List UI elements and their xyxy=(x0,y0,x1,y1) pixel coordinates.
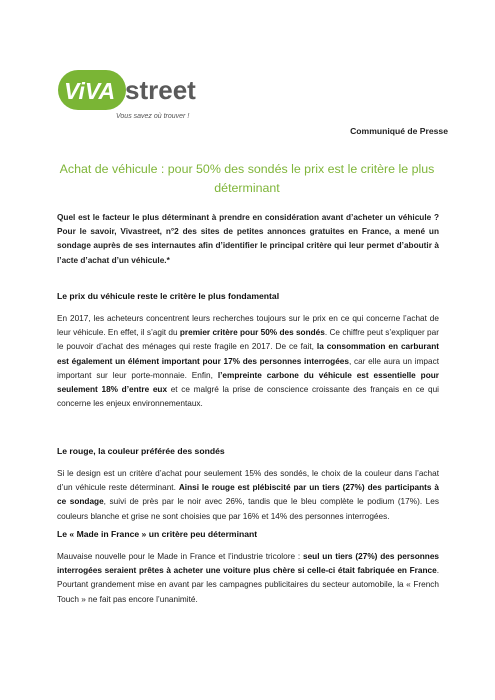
logo-brand-street: street xyxy=(125,75,196,105)
section-body-made-in-france xyxy=(57,550,439,607)
bold-text-run: premier critère pour 50% des sondés xyxy=(179,328,325,338)
text-run: Mauvaise nouvelle pour le Made in France et l’industrie tricolore : xyxy=(57,552,303,561)
bold-text-run: l’empreinte carbone du véhicule est essentielle pour seulement 18% d’entre eux xyxy=(57,370,439,395)
bold-text-run: seul un tiers (27%) des personnes interrogées seraient prêtes à acheter une voiture plus chère si celle-ci était fabriquée en France xyxy=(57,552,439,576)
text-run: Si le design est un critère d’achat pour seulement 15% des sondés, le choix de la couleur dans l’achat d’un véhicule reste déterminant. xyxy=(57,469,439,493)
section-heading-color: Le rouge, la couleur préférée des sondés xyxy=(57,446,225,456)
logo-brand-viva: ViVA xyxy=(64,78,116,104)
text-run: En 2017, les acheteurs concentrent leurs recherches toujours sur le prix en ce qui concerne l’achat de leur véhicule. En effet, il s’agit du xyxy=(57,314,439,338)
logo-tagline: Vous savez où trouver ! xyxy=(116,113,190,120)
text-run: , suivi de près par le noir avec 26%, tandis que le bleu complète le podium (17%). Les couleurs blanche et grise ne sont choisies que par 16% et 14% des personnes interrogées. xyxy=(57,497,439,521)
text-run: et ce malgré la prise de conscience croissante des français en ce qui concerne les enjeux environnementaux. xyxy=(57,385,439,409)
section-body-price xyxy=(57,312,439,411)
vivastreet-logo xyxy=(58,66,213,126)
section-body-color xyxy=(57,467,439,524)
section-heading-made-in-france: Le « Made in France » un critère peu déterminant xyxy=(57,529,258,539)
text-run: . Pourtant grandement mise en avant par les campagnes publicitaires du secteur automobile, la « French Touch » ne fait pas encore l’unanimité. xyxy=(57,566,439,604)
page-title: Achat de véhicule : pour 50% des sondés le prix est le critère le plus déterminant xyxy=(59,162,435,195)
bold-text-run: la consommation en carburant est également un élément important pour 17% des personnes interrogées xyxy=(57,342,439,366)
bold-text-run: Ainsi le rouge est plébiscité par un tiers (27%) des participants à ce sondage xyxy=(57,483,440,507)
text-run: . Ce chiffre peut s’expliquer par le pouvoir d’achat des ménages qui reste fragile en 2017. De ce fait, xyxy=(57,328,439,352)
section-heading-price: Le prix du véhicule reste le critère le plus fondamental xyxy=(57,291,280,301)
intro-paragraph: Quel est le facteur le plus déterminant à prendre en considération avant d’acheter un véhicule ? Pour le savoir, Vivastreet, n°2 des sites de petites annonces gratuites en France, a mené un sondage auprès de ses internautes afin d’identifier le principal critère qui leur permet d’aboutir à l’acte d’achat d’un véhicule.* xyxy=(57,213,439,265)
text-run: , car elle aura un impact important sur leur porte-monnaie. Enfin, xyxy=(57,356,440,380)
press-release-label: Communiqué de Presse xyxy=(350,126,448,136)
